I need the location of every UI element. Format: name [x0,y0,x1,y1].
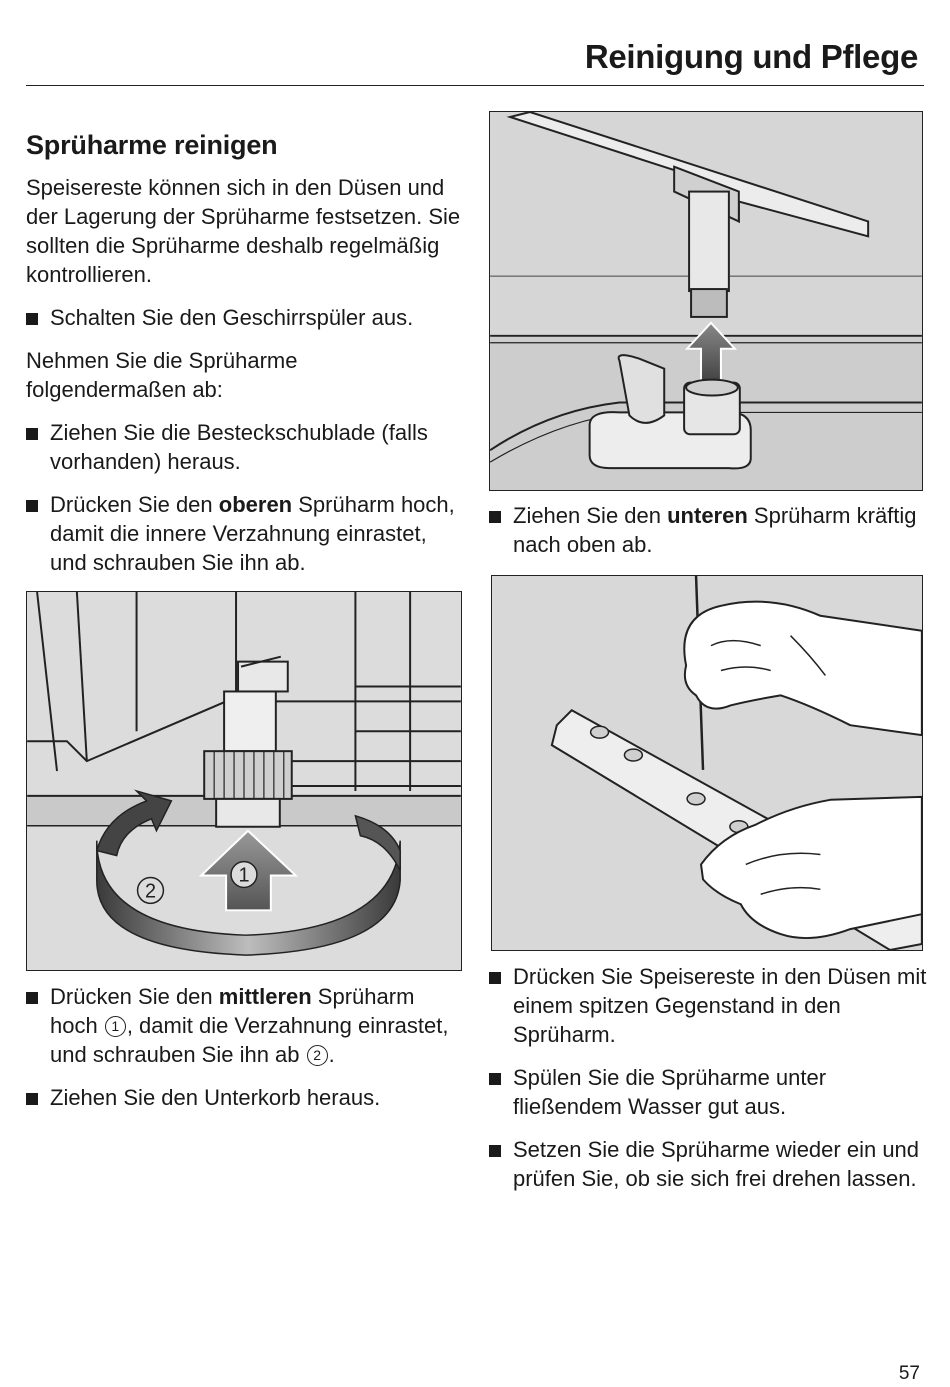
left-column [26,130,461,591]
step-2-label: 2 [144,880,157,903]
bullet-square-icon [26,1093,38,1105]
bullet-reinstall-arms: Setzen Sie die Sprüharme wieder ein und prüfen Sie, ob sie sich frei drehen lassen. [489,1135,929,1193]
bullet-middle-arm: Drücken Sie den mittleren Sprüharm hoch 1 , damit die Verzahnung einrastet, und schrauben Sie ihn ab 2 . [26,982,461,1069]
bullet-press-residue: Drücken Sie Speisereste in den Düsen mit einem spitzen Gegenstand in den Sprüharm. [489,962,929,1049]
bullet-square-icon [26,428,38,440]
right-column-lower [489,962,929,1207]
bullet-square-icon [26,313,38,325]
lower-spray-arm-illustration [489,111,923,491]
section-title: Reinigung und Pflege [584,38,918,75]
bullet-cutlery-tray: Ziehen Sie die Besteckschublade (falls vorhanden) heraus. [26,418,461,476]
bullet-square-icon [26,500,38,512]
bullet-switch-off: Schalten Sie den Geschirrspüler aus. [26,303,461,332]
bullet-square-icon [489,972,501,984]
bullet-square-icon [489,1145,501,1157]
bullet-square-icon [489,511,501,523]
step-1-label: 1 [238,864,250,887]
left-column-lower [26,982,461,1126]
circled-2-icon: 2 [307,1045,328,1066]
remove-intro-text: Nehmen Sie die Sprüharme folgendermaßen ab: [26,348,298,402]
heading: Sprüharme reinigen [26,130,278,160]
middle-spray-arm-illustration [26,591,462,971]
bullet-rinse-arms: Spülen Sie die Sprüharme unter fließendem Wasser gut aus. [489,1063,929,1121]
intro-text: Speisereste können sich in den Düsen und der Lagerung der Sprüharme festsetzen. Sie sollten die Sprüharme deshalb regelmäßig kontrollieren. [26,175,461,287]
right-column-top [489,501,929,573]
bullet-lower-arm: Ziehen Sie den unteren Sprüharm kräftig nach oben ab. [489,501,929,559]
bullet-square-icon [26,992,38,1004]
nozzle-cleaning-illustration [491,575,923,951]
page-number: 57 [898,1363,920,1384]
circled-1-icon: 1 [105,1016,126,1037]
bullet-upper-arm: Drücken Sie den oberen Sprüharm hoch, damit die innere Verzahnung einrastet, und schrauben Sie ihn ab. [26,490,461,577]
bullet-lower-basket: Ziehen Sie den Unterkorb heraus. [26,1083,461,1112]
header-rule [26,85,924,86]
bullet-square-icon [489,1073,501,1085]
